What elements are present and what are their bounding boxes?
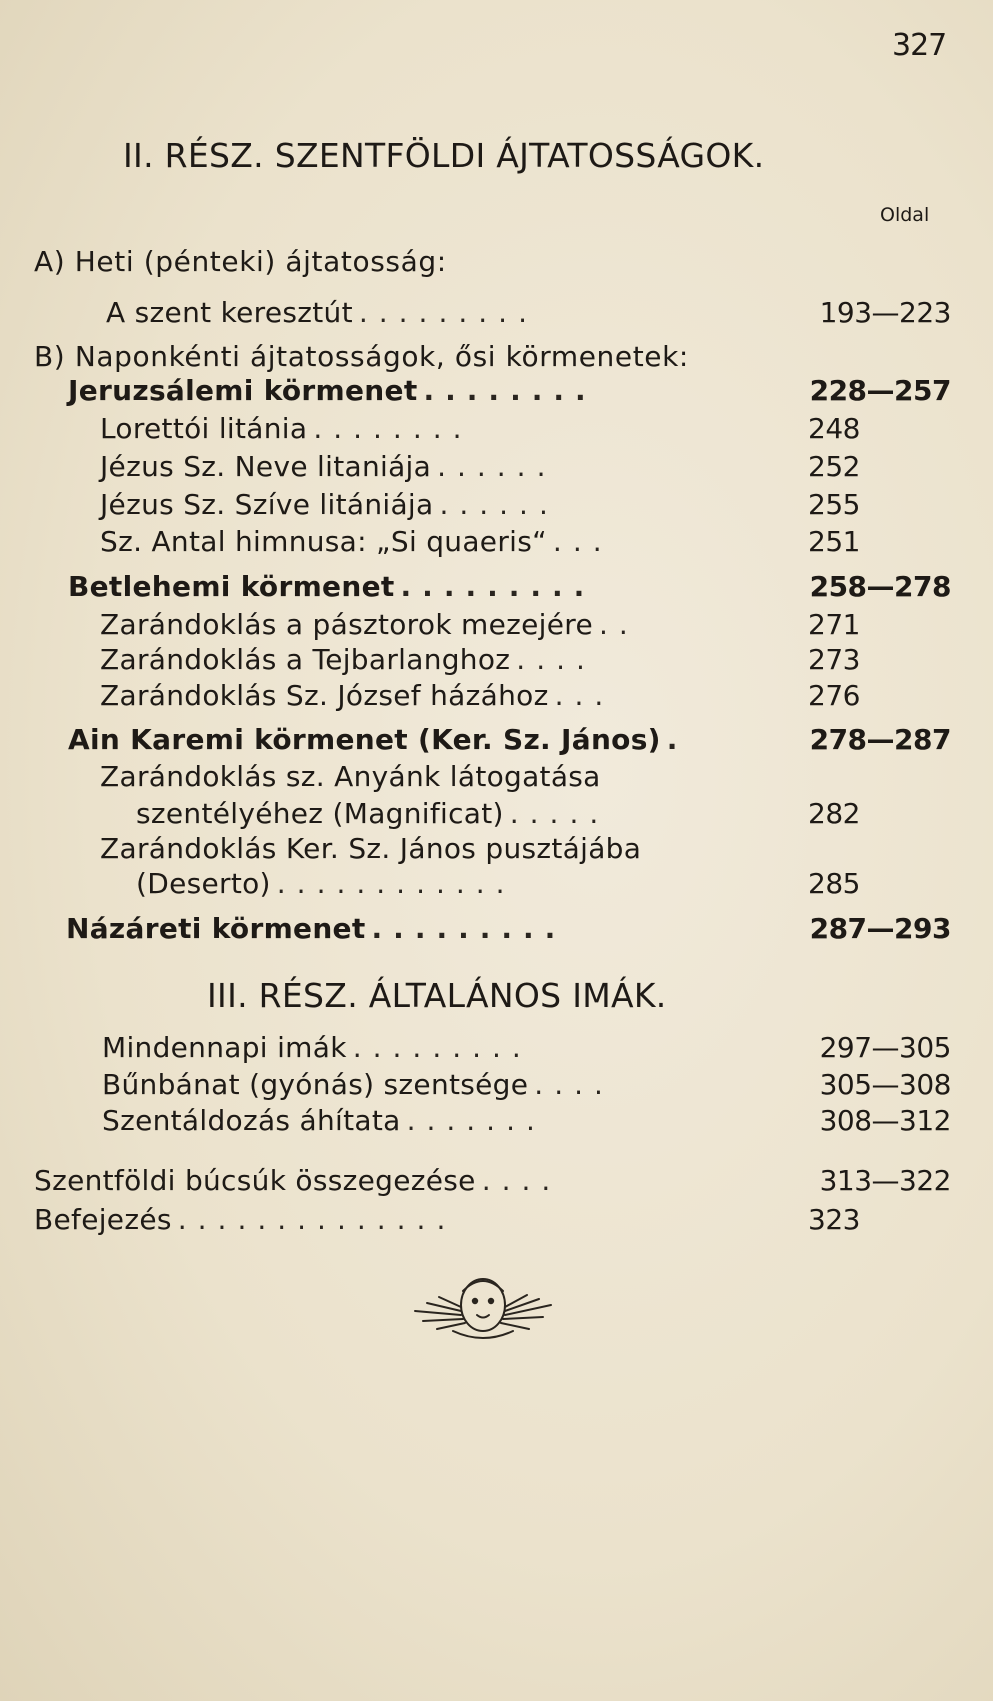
toc-page-ref: 255 <box>808 488 860 521</box>
toc-page-ref: 271 <box>808 608 860 641</box>
toc-leader-dots: ......... <box>352 1031 532 1064</box>
toc-entry <box>136 867 860 900</box>
toc-page-ref: 251 <box>808 525 860 558</box>
toc-entry-title: Zarándoklás a pásztorok mezejére <box>100 608 593 641</box>
toc-page-ref: 273 <box>808 643 860 676</box>
toc-leader-dots: ......... <box>371 912 567 945</box>
toc-entry-title: Sz. Antal himnusa: „Si quaeris“ <box>100 525 547 558</box>
toc-leader-dots: ......... <box>400 570 596 603</box>
toc-entry <box>102 1068 951 1101</box>
toc-entry-title: Zarándoklás a Tejbarlanghoz <box>100 643 511 676</box>
toc-leader-dots: .. <box>598 608 639 641</box>
cherub-tailpiece-ornament <box>383 1255 583 1345</box>
toc-leader-dots: ... <box>552 525 613 558</box>
toc-entry-title: Ain Karemi körmenet (Ker. Sz. János) <box>68 723 661 756</box>
toc-leader-dots: .... <box>516 643 596 676</box>
toc-entry-title: Zarándoklás sz. Anyánk látogatása <box>100 760 601 793</box>
toc-page-ref: 276 <box>808 679 860 712</box>
toc-entry-title: Mindennapi imák <box>102 1031 347 1064</box>
toc-entry <box>100 643 860 676</box>
toc-leader-dots: ............ <box>276 867 516 900</box>
toc-page-ref: 305—308 <box>819 1068 951 1101</box>
toc-entry <box>100 832 860 865</box>
toc-entry-title: A szent keresztút <box>106 296 353 329</box>
toc-entry-title: (Deserto) <box>136 867 271 900</box>
toc-entry <box>34 1203 860 1236</box>
toc-entry-title: Zarándoklás Ker. Sz. János pusztájába <box>100 832 642 865</box>
toc-entry <box>106 296 951 329</box>
toc-entry-title: Szentföldi búcsúk összegezése <box>34 1164 476 1197</box>
toc-leader-dots: ... <box>554 679 615 712</box>
toc-entry-title: Befejezés <box>34 1203 172 1236</box>
toc-leader-dots: .... <box>534 1068 614 1101</box>
toc-leader-dots: ......... <box>358 296 538 329</box>
toc-leader-dots: ..... <box>509 797 610 830</box>
toc-leader-dots: ...... <box>437 450 557 483</box>
toc-leader-dots: .............. <box>177 1203 457 1236</box>
toc-entry <box>100 450 860 483</box>
toc-entry-title: Zarándoklás Sz. József házához <box>100 679 549 712</box>
toc-entry <box>136 797 860 830</box>
toc-page-ref: 248 <box>808 412 860 445</box>
toc-page-ref: 278—287 <box>809 723 951 756</box>
toc-entry <box>102 1031 951 1064</box>
part-2-title: II. RÉSZ. SZENTFÖLDI ÁJTATOSSÁGOK. <box>123 136 765 175</box>
toc-leader-dots: ....... <box>406 1104 546 1137</box>
toc-entry-title: Szentáldozás áhítata <box>102 1104 401 1137</box>
toc-page-ref: 287—293 <box>809 912 951 945</box>
toc-entry-title: Jézus Sz. Neve litaniája <box>100 450 432 483</box>
toc-entry <box>68 570 951 603</box>
toc-entry <box>68 374 951 407</box>
part-3-title: III. RÉSZ. ÁLTALÁNOS IMÁK. <box>207 976 667 1015</box>
toc-entry <box>100 488 860 521</box>
toc-entry <box>100 412 860 445</box>
toc-page-ref: 297—305 <box>819 1031 951 1064</box>
toc-page-ref: 323 <box>808 1203 860 1236</box>
toc-leader-dots: ........ <box>313 412 473 445</box>
toc-entry-title: Jézus Sz. Szíve litániája <box>100 488 434 521</box>
toc-entry-title: Názáreti körmenet <box>66 912 366 945</box>
toc-leader-dots: ...... <box>439 488 559 521</box>
toc-entry-title: Jeruzsálemi körmenet <box>68 374 418 407</box>
toc-leader-dots: .... <box>481 1164 562 1197</box>
section-b-heading: B) Naponkénti ájtatosságok, ősi körmenetek: <box>34 340 689 373</box>
toc-entry <box>100 760 860 793</box>
toc-entry-title: Bűnbánat (gyónás) szentsége <box>102 1068 529 1101</box>
page-number: 327 <box>892 28 947 63</box>
toc-entry <box>100 679 860 712</box>
toc-page-ref: 193—223 <box>819 296 951 329</box>
toc-entry <box>34 1164 951 1197</box>
toc-entry <box>102 1104 951 1137</box>
toc-page-ref: 285 <box>808 867 860 900</box>
toc-page-ref: 228—257 <box>809 374 951 407</box>
toc-entry <box>66 912 951 945</box>
toc-leader-dots: . <box>666 723 689 756</box>
toc-page-ref: 282 <box>808 797 860 830</box>
toc-entry <box>100 608 860 641</box>
toc-page-ref: 258—278 <box>809 570 951 603</box>
toc-page-ref: 313—322 <box>819 1164 951 1197</box>
toc-entry-title: Betlehemi körmenet <box>68 570 395 603</box>
toc-entry <box>100 525 860 558</box>
toc-leader-dots: ........ <box>423 374 597 407</box>
section-a-heading: A) Heti (pénteki) ájtatosság: <box>34 245 447 278</box>
page-column-label: Oldal <box>880 204 930 226</box>
toc-entry-title: Lorettói litánia <box>100 412 308 445</box>
toc-page-ref: 252 <box>808 450 860 483</box>
toc-entry-title: szentélyéhez (Magnificat) <box>136 797 504 830</box>
toc-entry <box>68 723 951 756</box>
toc-page-ref: 308—312 <box>819 1104 951 1137</box>
